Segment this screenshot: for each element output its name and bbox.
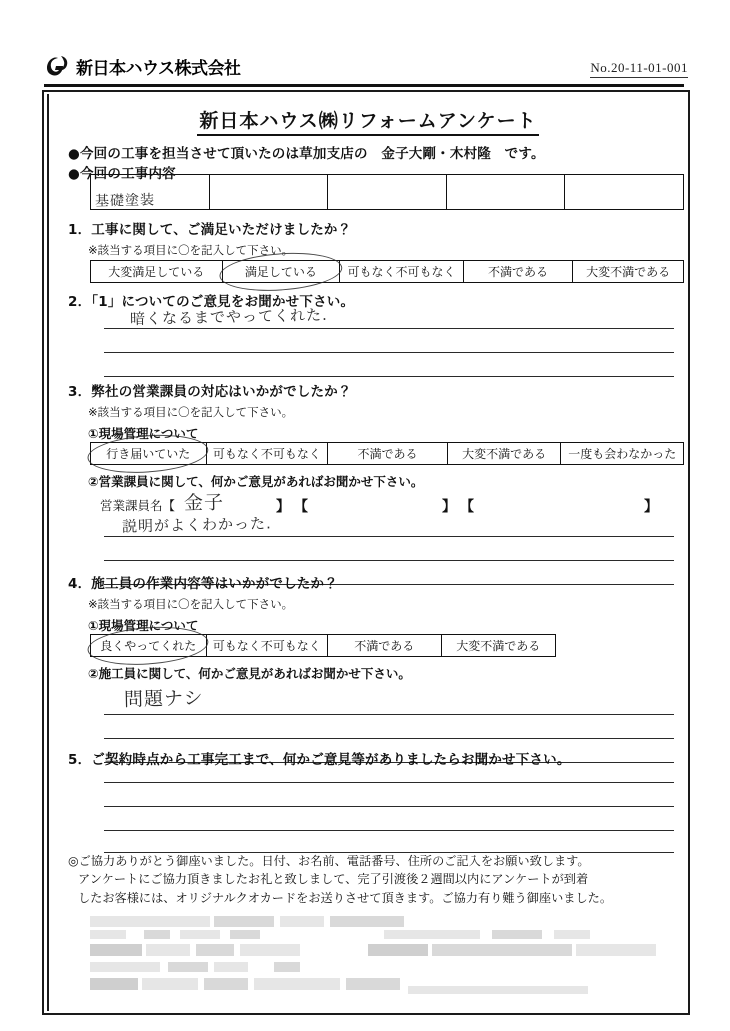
option-label: 一度も会わなかった xyxy=(568,447,677,461)
option-label: 不満である xyxy=(354,639,415,653)
option-cell[interactable] xyxy=(561,443,683,464)
company-name: 新日本ハウス株式会社 xyxy=(76,58,241,79)
intro-line: ●今回の工事を担当させて頂いたのは草加支店の 金子大剛・木村隆 です。 xyxy=(68,146,545,162)
question-4-answer[interactable] xyxy=(124,684,204,711)
question-4-answer-text: 問題ナシ xyxy=(123,687,204,711)
footer-line-2: アンケートにご協力頂きましたお礼と致しまして、完了引渡後２週間以内にアンケートが到着 xyxy=(78,872,589,887)
question-3-note: ※該当する項目に〇を記入して下さい。 xyxy=(88,405,294,419)
question-5-heading: 5．ご契約時点から工事完工まで、何かご意見等がありましたらお聞かせ下さい。 xyxy=(68,752,571,768)
bracket-close-3: 】 xyxy=(644,500,658,515)
question-3-heading: 3．弊社の営業課員の対応はいかがでしたか？ xyxy=(68,384,352,400)
answer-rule[interactable] xyxy=(104,536,674,537)
sales-staff-name-label: 営業課員名【 xyxy=(100,498,176,513)
option-label: 可もなく不可もなく xyxy=(347,265,456,279)
question-4-options xyxy=(90,634,556,657)
work-content-cell[interactable] xyxy=(210,175,329,209)
bracket-open-2: 【 xyxy=(294,500,308,515)
option-cell[interactable] xyxy=(328,635,442,656)
option-cell[interactable] xyxy=(340,261,464,282)
question-3-options xyxy=(90,442,684,465)
question-1-heading: 1．工事に関して、ご満足いただけましたか？ xyxy=(68,222,352,238)
question-3-answer-text: 説明がよくわかった. xyxy=(121,514,272,536)
sales-staff-name-row xyxy=(100,496,175,514)
page-title-text: 新日本ハウス㈱リフォームアンケート xyxy=(197,111,538,136)
option-cell[interactable] xyxy=(464,261,574,282)
answer-rule[interactable] xyxy=(104,782,674,783)
sales-staff-name-value-field[interactable] xyxy=(184,488,224,515)
option-cell[interactable] xyxy=(573,261,683,282)
company-logo xyxy=(44,53,241,79)
letterhead xyxy=(0,0,730,88)
sales-staff-name-value: 金子 xyxy=(183,491,225,515)
letterhead-rule xyxy=(44,84,684,87)
option-cell[interactable] xyxy=(207,443,329,464)
question-2-heading: 2．「1」についてのご意見をお聞かせ下さい。 xyxy=(68,294,355,310)
answer-rule[interactable] xyxy=(104,352,674,353)
bracket-close-1: 】 xyxy=(276,500,290,515)
form-sheet xyxy=(42,90,690,1015)
question-4-heading: 4．施工員の作業内容等はいかがでしたか？ xyxy=(68,576,338,592)
option-cell[interactable] xyxy=(442,635,556,656)
option-cell[interactable] xyxy=(91,261,223,282)
page-title xyxy=(44,106,692,133)
document-number: No.20-11-01-001 xyxy=(590,60,688,78)
footer-line-1: ◎ご協力ありがとう御座いました。日付、お名前、電話番号、住所のご記入をお願い致します。 xyxy=(68,854,590,868)
option-label: 不満である xyxy=(488,265,549,279)
option-label: 大変満足している xyxy=(108,265,205,279)
work-content-label: ●今回の工事内容 xyxy=(68,166,176,182)
option-label: 不満である xyxy=(357,447,418,461)
option-label: 大変不満である xyxy=(462,447,547,461)
question-3-sub2: ②営業課員に関して、何かご意見があればお聞かせ下さい。 xyxy=(88,474,424,489)
question-1-options xyxy=(90,260,684,283)
redacted-personal-info xyxy=(84,914,664,1010)
answer-rule[interactable] xyxy=(104,376,674,377)
question-1-note: ※該当する項目に〇を記入して下さい。 xyxy=(88,243,294,257)
work-content-cell[interactable] xyxy=(447,175,566,209)
option-cell[interactable] xyxy=(91,443,207,464)
question-4-note: ※該当する項目に〇を記入して下さい。 xyxy=(88,597,294,611)
question-3-sub1: ①現場管理について xyxy=(88,426,199,441)
answer-rule[interactable] xyxy=(104,560,674,561)
answer-rule[interactable] xyxy=(104,328,674,329)
option-cell[interactable] xyxy=(223,261,341,282)
company-logo-icon xyxy=(44,53,70,79)
work-content-cell[interactable] xyxy=(328,175,447,209)
footer-note xyxy=(68,852,676,907)
form-content xyxy=(44,92,692,1017)
option-cell[interactable] xyxy=(207,635,328,656)
option-label: 可もなく不可もなく xyxy=(212,639,321,653)
bracket-close-2: 】 xyxy=(442,500,456,515)
option-cell[interactable] xyxy=(91,635,207,656)
option-label: 大変不満である xyxy=(586,265,671,279)
option-cell[interactable] xyxy=(328,443,448,464)
question-4-sub2: ②施工員に関して、何かご意見があればお聞かせ下さい。 xyxy=(88,666,411,681)
answer-rule[interactable] xyxy=(104,714,674,715)
work-content-table xyxy=(90,174,684,210)
question-2-answer[interactable] xyxy=(130,306,328,327)
question-2-answer-text: 暗くなるまでやってくれた. xyxy=(129,305,328,329)
work-content-cell[interactable] xyxy=(91,175,210,209)
answer-rule[interactable] xyxy=(104,806,674,807)
work-content-value: 基礎塗装 xyxy=(94,192,156,210)
work-content-cell[interactable] xyxy=(565,175,683,209)
option-label: 行き届いていた xyxy=(106,447,191,461)
footer-line-3: したお客様には、オリジナルクオカードをお送りさせて頂きます。ご協力有り難う御座いました。 xyxy=(78,890,613,905)
question-3-answer[interactable] xyxy=(122,514,272,535)
option-label: 満足している xyxy=(244,265,317,279)
option-label: 可もなく不可もなく xyxy=(212,447,321,461)
answer-rule[interactable] xyxy=(104,830,674,831)
option-cell[interactable] xyxy=(448,443,562,464)
answer-rule[interactable] xyxy=(104,738,674,739)
option-label: 大変不満である xyxy=(456,639,541,653)
bracket-open-3: 【 xyxy=(460,500,474,515)
question-4-sub1: ①現場管理について xyxy=(88,618,199,633)
option-label: 良くやってくれた xyxy=(100,639,197,653)
